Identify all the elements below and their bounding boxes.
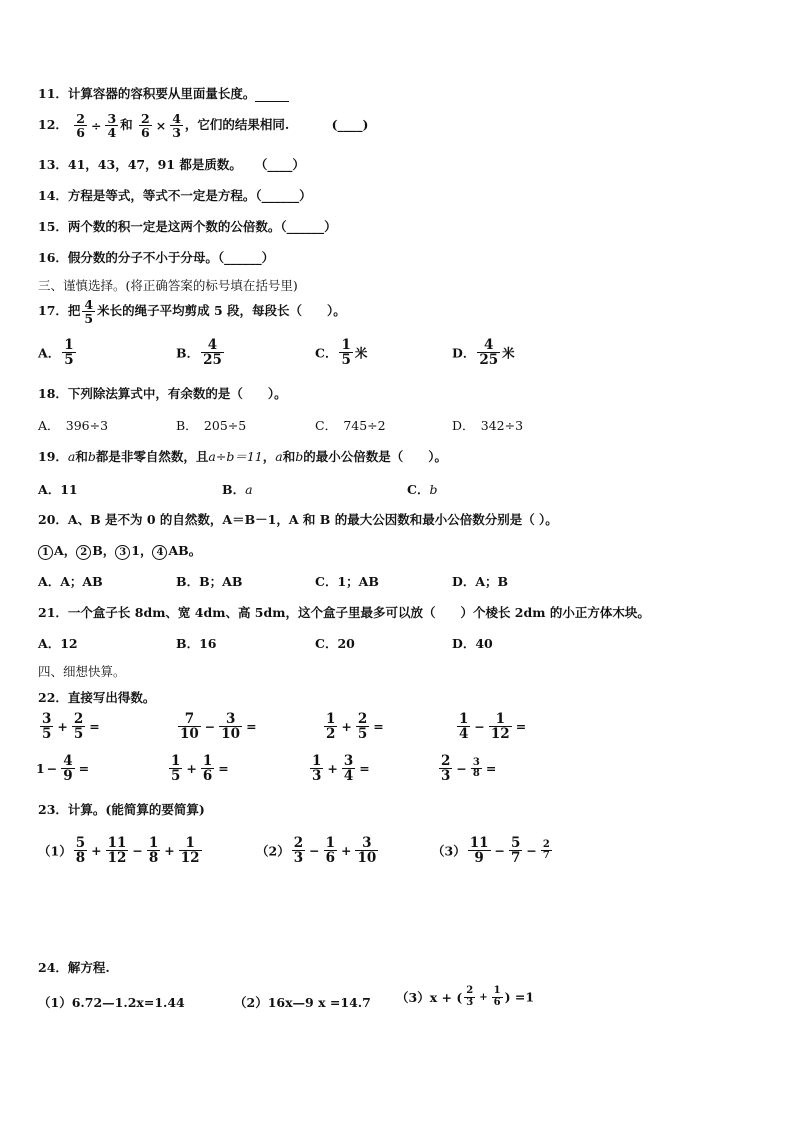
quick-calc-item <box>437 754 498 783</box>
expression-label: （2） <box>256 843 290 859</box>
numerator: 1 <box>341 337 351 353</box>
fraction: $\frac{3}{4}$ <box>107 111 117 141</box>
equation-1: （1）6.72—1.2x=1.44 <box>38 995 185 1010</box>
equation-3: （3）x + ( $\frac{2}{3}$ + $\frac{1}{6}$ ) =1 <box>396 985 535 1008</box>
fraction <box>179 836 202 865</box>
equation-2: （2）16x—9 x =14.7 <box>234 995 371 1010</box>
question-23: 23．计算。(能简算的要简算) <box>38 802 205 817</box>
denominator: 25 <box>479 352 499 369</box>
fraction <box>457 712 470 741</box>
operator: + <box>186 761 197 777</box>
denominator: 12 <box>107 850 127 867</box>
section-4-heading: 四、细想快算。 <box>38 664 126 679</box>
denominator: 8 <box>472 768 480 780</box>
option-d[interactable]: D． 342÷3 <box>452 418 524 433</box>
option-b[interactable] <box>176 338 226 367</box>
fraction <box>355 836 378 865</box>
operator: = <box>78 761 90 777</box>
operator: = <box>515 719 527 735</box>
option-c[interactable]: C．1；AB <box>315 574 379 589</box>
fraction <box>471 758 482 780</box>
operator: + <box>164 843 175 859</box>
fraction <box>489 712 512 741</box>
numerator: 1 <box>179 836 202 851</box>
operator: + <box>327 761 338 777</box>
fraction <box>324 836 337 865</box>
fraction <box>310 754 323 783</box>
question-13: 13．41，43，47，91 都是质数。 （____） <box>38 157 305 172</box>
option-d[interactable]: D．40 <box>452 636 493 651</box>
option-b[interactable]: B．16 <box>176 636 217 651</box>
numerator: 3 <box>42 711 52 727</box>
option-d[interactable] <box>452 338 515 367</box>
operator: = <box>485 761 497 777</box>
question-18: 18．下列除法算式中，有余数的是（ ）。 <box>38 386 287 401</box>
fraction <box>74 836 87 865</box>
unit: 米 <box>502 345 515 361</box>
denominator: 12 <box>490 726 510 743</box>
numerator: 1 <box>148 835 159 851</box>
denominator: 6 <box>202 768 213 785</box>
numerator: 2 <box>542 838 550 850</box>
numerator: 4 <box>201 338 224 353</box>
fraction: $\frac{1}{6}$ <box>493 985 501 1008</box>
option-a[interactable]: A．12 <box>38 636 78 651</box>
operator: − <box>309 843 320 859</box>
option-a[interactable]: A．A；AB <box>38 574 103 589</box>
question-11: 11．计算容器的容积要从里面量长度。 <box>38 84 289 102</box>
operator: + <box>57 719 68 735</box>
denominator: 8 <box>75 850 86 867</box>
denominator: 3 <box>312 768 322 785</box>
numerator: 11 <box>107 835 127 851</box>
operator: = <box>373 719 384 735</box>
numerator: 2 <box>357 711 368 727</box>
fraction <box>219 712 242 741</box>
question-14: 14．方程是等式，等式不一定是方程。（______） <box>38 188 312 203</box>
quick-calc-item <box>308 754 372 783</box>
numerator: 1 <box>64 337 74 353</box>
option-key: A． <box>38 345 61 361</box>
denominator: 10 <box>180 726 199 743</box>
numerator: 1 <box>459 711 469 727</box>
quick-calc-item <box>38 712 102 741</box>
fraction <box>509 836 522 865</box>
fraction <box>468 836 491 865</box>
fraction <box>147 836 160 865</box>
fraction <box>339 338 352 367</box>
fraction <box>356 712 369 741</box>
fraction <box>61 754 74 783</box>
question-12: 12． $\frac{2}{6}$ ÷ $\frac{3}{4}$ 和 $\frac{2}{6}$ × $\frac{4}{3}$ ，它们的结果相同. (____) <box>38 111 369 141</box>
option-c[interactable]: C． 745÷2 <box>315 418 386 433</box>
option-c[interactable]: C．b <box>407 482 438 497</box>
fraction <box>439 754 452 783</box>
denominator: 4 <box>459 726 469 743</box>
option-a[interactable] <box>38 338 78 367</box>
option-a[interactable]: A． 396÷3 <box>38 418 109 433</box>
denominator: 10 <box>221 726 241 743</box>
operator: − <box>46 761 58 777</box>
fraction: $\frac{2}{6}$ <box>76 111 85 141</box>
fraction: $\frac{2}{3}$ <box>466 985 474 1008</box>
denominator: 5 <box>341 352 351 369</box>
denominator: 25 <box>203 352 222 369</box>
numerator: 3 <box>219 712 242 727</box>
question-15: 15．两个数的积一定是这两个数的公倍数。（______） <box>38 219 337 234</box>
section-3-heading: 三、谨慎选择。(将正确答案的标号填在括号里) <box>38 278 298 293</box>
expression-label: （3） <box>432 843 466 859</box>
question-21: 21．一个盒子长 8dm、宽 4dm、高 5dm，这个盒子里最多可以放（ ）个棱长 2dm 的小正方体木块。 <box>38 605 650 620</box>
question-24: 24．解方程. <box>38 960 110 975</box>
numerator: 1 <box>171 753 181 769</box>
numerator: 1 <box>202 753 213 769</box>
numerator: 1 <box>325 835 335 851</box>
operator: = <box>89 719 100 735</box>
fraction <box>477 338 500 367</box>
numerator: 3 <box>343 753 354 769</box>
fraction <box>106 836 129 865</box>
denominator: 6 <box>325 850 335 867</box>
denominator: 5 <box>357 726 368 743</box>
question-20: 20．A、B 是不为 0 的自然数，A＝B－1，A 和 B 的最大公因数和最小公倍数分别是（ ）。 <box>38 512 558 527</box>
numerator: 11 <box>469 835 489 851</box>
quick-calc-item <box>455 712 528 741</box>
operator: − <box>494 843 505 859</box>
operator: + <box>341 843 352 859</box>
fraction <box>292 836 305 865</box>
answer-blank <box>255 86 289 102</box>
denominator: 4 <box>343 768 354 785</box>
option-b[interactable]: B． 205÷5 <box>176 418 247 433</box>
option-b[interactable]: B．a <box>222 482 253 497</box>
option-c[interactable] <box>315 338 367 367</box>
question-16: 16．假分数的分子不小于分母。（______） <box>38 250 275 265</box>
expression-2 <box>256 836 380 865</box>
denominator: 3 <box>293 850 304 867</box>
numerator: 2 <box>441 753 451 769</box>
denominator: 2 <box>326 726 336 743</box>
denominator: 9 <box>474 850 484 867</box>
fraction <box>72 712 85 741</box>
quick-calc-item <box>36 754 91 783</box>
fraction: $\frac{2}{6}$ <box>141 111 150 141</box>
fraction <box>62 338 75 367</box>
fraction <box>178 712 201 741</box>
quick-calc-item <box>322 712 386 741</box>
option-a[interactable]: A．11 <box>38 482 78 497</box>
fraction <box>342 754 355 783</box>
question-22: 22．直接写出得数。 <box>38 690 156 705</box>
quick-calc-item <box>176 712 259 741</box>
denominator: 8 <box>148 850 159 867</box>
fraction: $\frac{4}{3}$ <box>172 111 181 141</box>
option-d[interactable]: D．A；B <box>452 574 509 589</box>
numerator: 5 <box>510 835 521 851</box>
numerator: 1 <box>312 753 322 769</box>
quick-calc-item <box>167 754 231 783</box>
option-key: D． <box>452 345 476 361</box>
fraction <box>201 754 214 783</box>
expression-label: （1） <box>38 843 72 859</box>
option-key: C． <box>315 345 338 361</box>
numerator: 3 <box>472 756 480 768</box>
unit: 米 <box>354 345 368 361</box>
operator: − <box>474 719 485 735</box>
question-19: 19．a和b都是非零自然数，且a÷b＝11，a和b的最小公倍数是（ ）。 <box>38 449 448 464</box>
operator: = <box>218 761 229 777</box>
option-c[interactable]: C．20 <box>315 636 355 651</box>
numerator: 1 <box>489 712 512 727</box>
operator: − <box>132 843 143 859</box>
question-20-choices: 1 A， 2 B， 3 1， 4 AB。 <box>38 541 201 560</box>
denominator: 10 <box>357 850 377 867</box>
fraction <box>201 338 224 367</box>
option-b[interactable]: B．B；AB <box>176 574 243 589</box>
fraction <box>169 754 182 783</box>
numerator: 7 <box>178 712 201 727</box>
fraction: $\frac{4}{5}$ <box>84 297 94 327</box>
numerator: 1 <box>326 711 336 727</box>
operator: = <box>246 719 257 735</box>
expression-3 <box>432 836 554 865</box>
denominator: 3 <box>441 768 451 785</box>
operator: − <box>456 761 467 777</box>
option-key: B． <box>176 345 200 361</box>
denominator: 9 <box>63 768 73 785</box>
operator: = <box>359 761 370 777</box>
integer: 1 <box>36 761 45 777</box>
denominator: 7 <box>510 850 521 867</box>
operator: − <box>204 719 216 735</box>
numerator: 5 <box>75 835 86 851</box>
denominator: 5 <box>73 726 84 743</box>
denominator: 5 <box>42 726 52 743</box>
denominator: 5 <box>171 768 181 785</box>
numerator: 2 <box>73 711 84 727</box>
fraction <box>541 840 552 862</box>
fraction <box>40 712 53 741</box>
numerator: 4 <box>63 753 73 769</box>
expression-1 <box>38 836 204 865</box>
denominator: 7 <box>542 850 550 862</box>
operator: + <box>341 719 352 735</box>
operator: + <box>91 843 102 859</box>
numerator: 2 <box>293 835 304 851</box>
denominator: 12 <box>180 850 200 867</box>
numerator: 4 <box>477 338 500 353</box>
operator: − <box>526 843 537 859</box>
numerator: 3 <box>355 836 378 851</box>
denominator: 5 <box>64 352 74 369</box>
question-17: 17．把 $\frac{4}{5}$ 米长的绳子平均剪成 5 段，每段长（ ）。 <box>38 297 346 327</box>
fraction <box>324 712 337 741</box>
